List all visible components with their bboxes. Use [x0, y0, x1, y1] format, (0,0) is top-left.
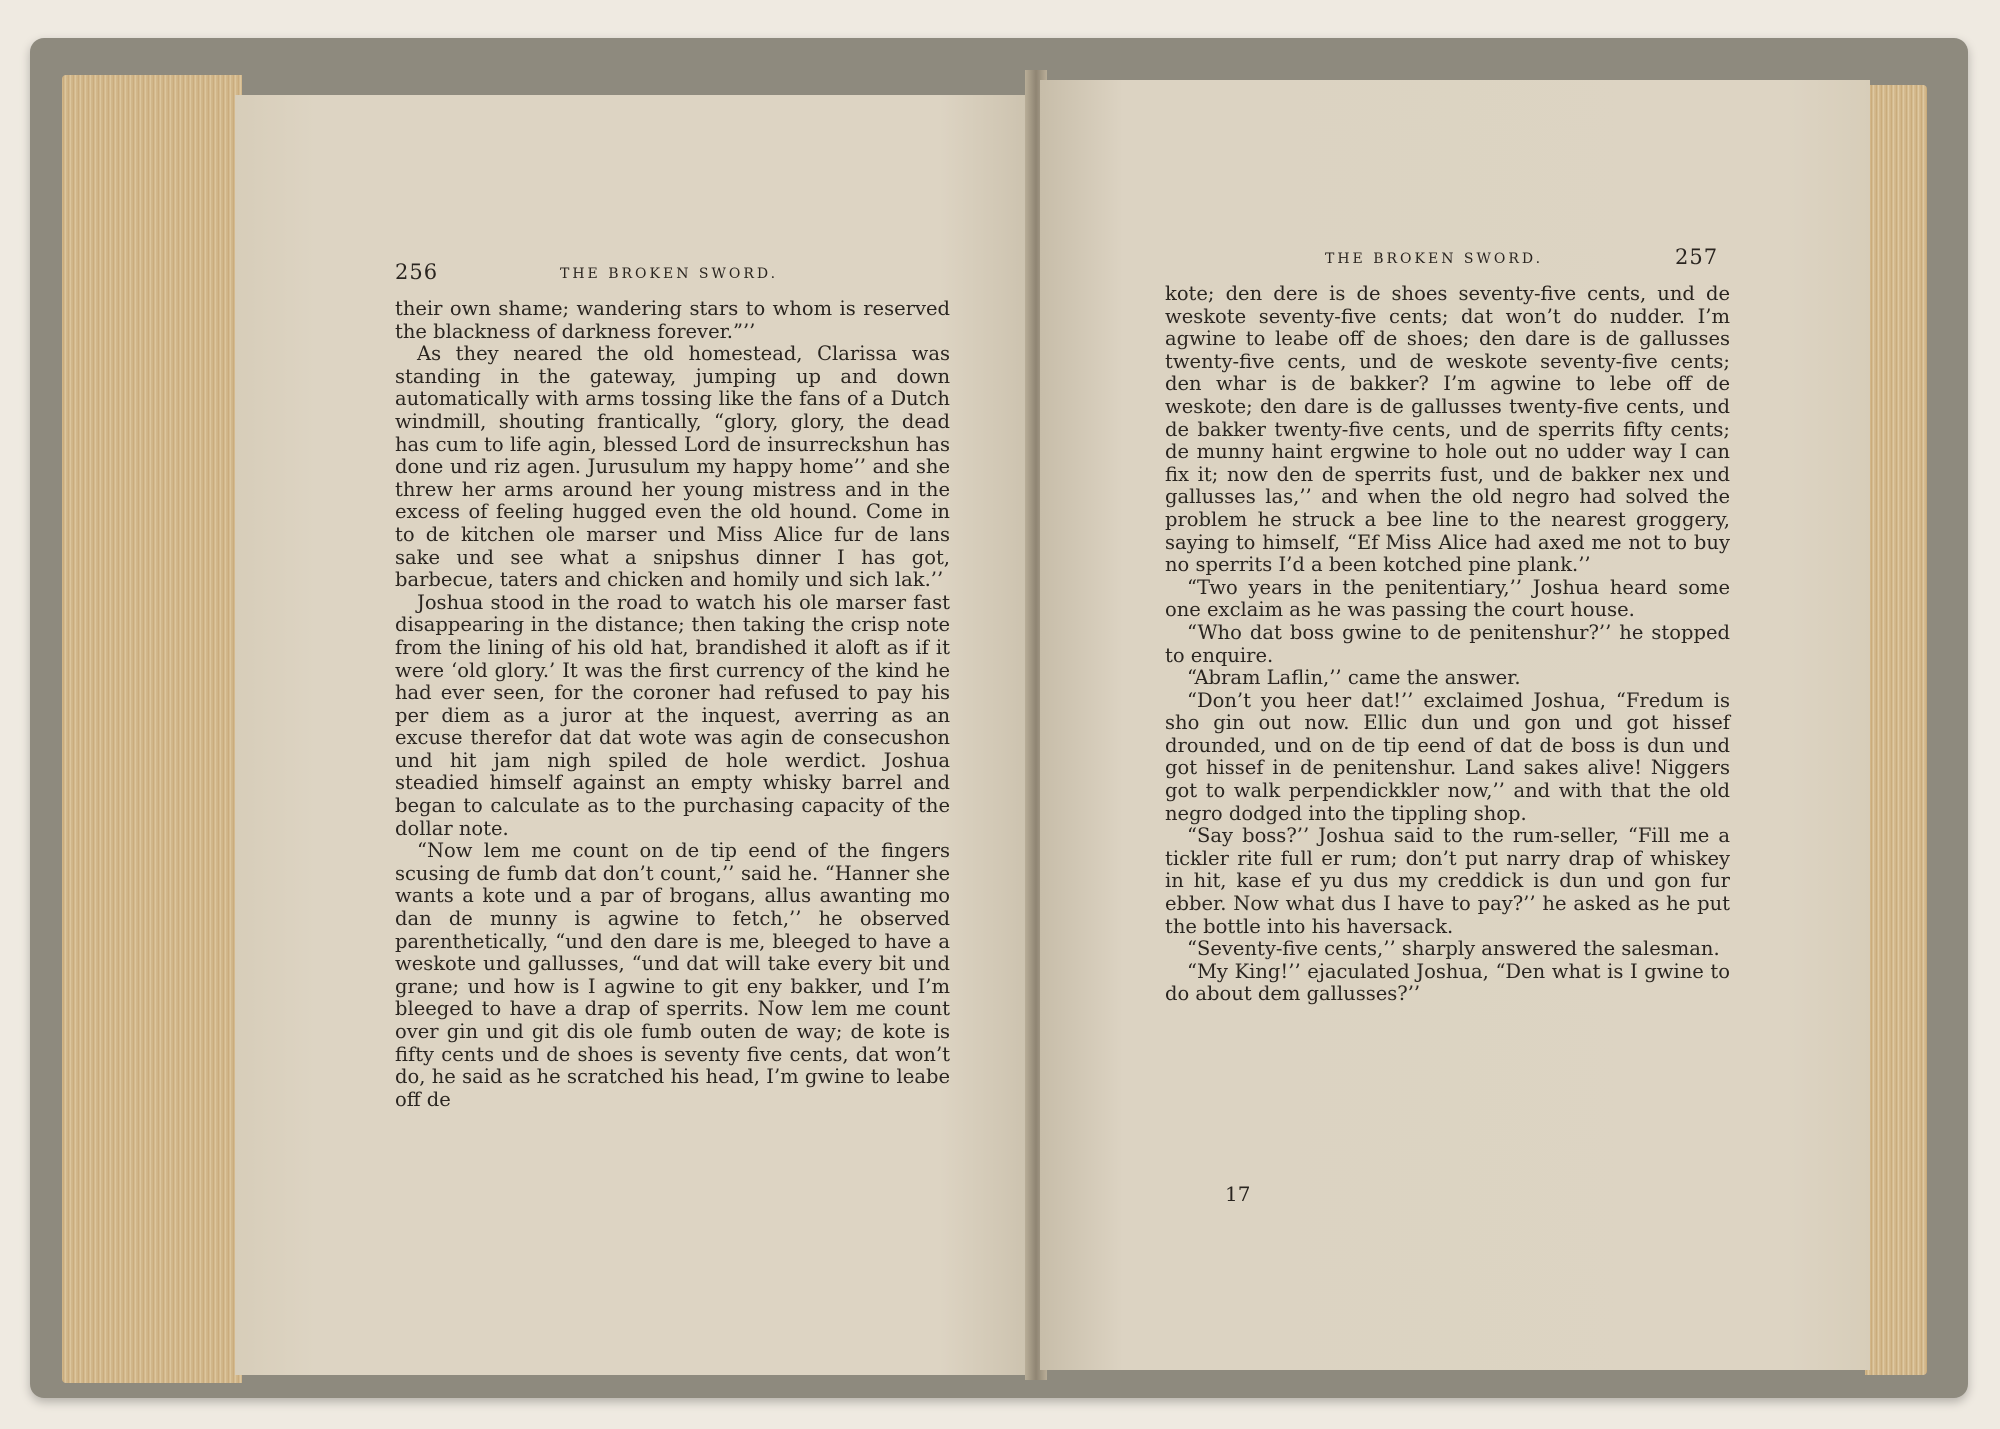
page-edges-right: [1865, 85, 1927, 1375]
signature-mark: 17: [1225, 1182, 1251, 1206]
left-paragraph: Joshua stood in the road to watch his ole marser fast disappearing in the distance; then taking the crisp note from the lining of his old hat, brandished it aloft as if it were ‘old glory.’ It was the first currency of the kind he had ever seen, for the coroner had refused to pay his per diem as a juror at the inquest, averring as an excuse therefor dat dat wote was agin de consecushon und hit jam nigh spiled de hole werdict. Joshua steadied himself against an empty whisky barrel and began to calculate as to the purchasing capacity of the dollar note.: [395, 590, 950, 840]
right-paragraph: “Two years in the penitentiary,’’ Joshua heard some one exclaim as he was passing the court house.: [1165, 575, 1730, 622]
right-paragraph: “Say boss?’’ Joshua said to the rum-seller, “Fill me a tickler rite full er rum; don’t put narry drap of whiskey in hit, kase ef yu dus my creddick is dun und gon fur ebber. Now what dus I have to pay?’’ he asked as he put the bottle into his haversack.: [1165, 824, 1730, 938]
left-page-text: [395, 298, 950, 1111]
right-paragraph: “Who dat boss gwine to de penitenshur?’’ he stopped to enquire.: [1165, 620, 1730, 667]
right-page-text: [1165, 283, 1730, 1006]
right-page: [1040, 80, 1870, 1370]
left-paragraph: As they neared the old homestead, Clarissa was standing in the gateway, jumping up and down automatically with arms tossing like the fans of a Dutch windmill, shouting frantically, “glory, glory, the dead has cum to life agin, blessed Lord de insurreckshun has done und riz agen. Jurusulum my happy home’’ and she threw her arms around her young mistress and in the excess of feeling hugged even the old hound. Come in to de kitchen ole marser und Miss Alice fur de lans sake und see what a snipshus dinner I has got, barbecue, taters and chicken and homily und sich lak.’’: [395, 342, 950, 592]
left-page-number: 256: [395, 260, 439, 284]
right-paragraph: “Abram Laflin,’’ came the answer.: [1187, 666, 1521, 690]
left-paragraph: “Now lem me count on de tip eend of the fingers scusing de fumb dat don’t count,’’ said he. “Hanner she wants a kote und a par of brogans, allus awanting mo dan de munny is agwine to fetch,’’ he observed parenthetically, “und den dare is me, bleeged to have a weskote und gallusses, “und dat will take every bit und grane; und how is I agwine to git eny bakker, und I’m bleeged to have a drap of sperrits. Now lem me count over gin und git dis ole fumb outen de way; de kote is fifty cents und de shoes is seventy five cents, dat won’t do, he said as he scratched his head, I’m gwine to leabe off de: [395, 839, 950, 1111]
right-paragraph: “Seventy-five cents,’’ sharply answered the salesman.: [1187, 937, 1720, 961]
left-page-header: [235, 260, 1035, 290]
right-page-number: 257: [1675, 245, 1719, 269]
page-edges-left: [62, 75, 242, 1383]
right-paragraph: “Don’t you heer dat!’’ exclaimed Joshua, “Fredum is sho gin out now. Ellic dun und gon und got hissef drounded, und on de tip eend of dat de boss is dun und got hissef in de penitenshur. Land sakes alive! Niggers got to walk perpendickkler now,’’ and with that the old negro dodged into the tippling shop.: [1165, 688, 1730, 825]
right-running-title: THE BROKEN SWORD.: [1325, 251, 1544, 267]
left-paragraph: their own shame; wandering stars to whom is reserved the blackness of darkness forever.”’’: [395, 297, 950, 343]
right-paragraph: “My King!’’ ejaculated Joshua, “Den what is I gwine to do about dem gallusses?’’: [1165, 959, 1730, 1006]
left-running-title: THE BROKEN SWORD.: [560, 266, 779, 282]
left-page: [235, 95, 1035, 1375]
right-page-header: [1040, 245, 1870, 275]
right-paragraph: kote; den dere is de shoes seventy-five cents, und de weskote seventy-five cents; dat won’t do nudder. I’m agwine to leabe off de shoes; den dare is de gallusses twenty-five cents, und de weskote seventy-five cents; den whar is de bakker? I’m agwine to lebe off de weskote; den dare is de gallusses twenty-five cents, und de bakker twenty-five cents, und de sperrits fifty cents; de munny haint ergwine to hole out no udder way I can fix it; now den de sperrits fust, und de bakker nex und gallusses las,’’ and when the old negro had solved the problem he struck a bee line to the nearest groggery, saying to himself, “Ef Miss Alice had axed me not to buy no sperrits I’d a been kotched pine plank.’’: [1165, 282, 1730, 577]
